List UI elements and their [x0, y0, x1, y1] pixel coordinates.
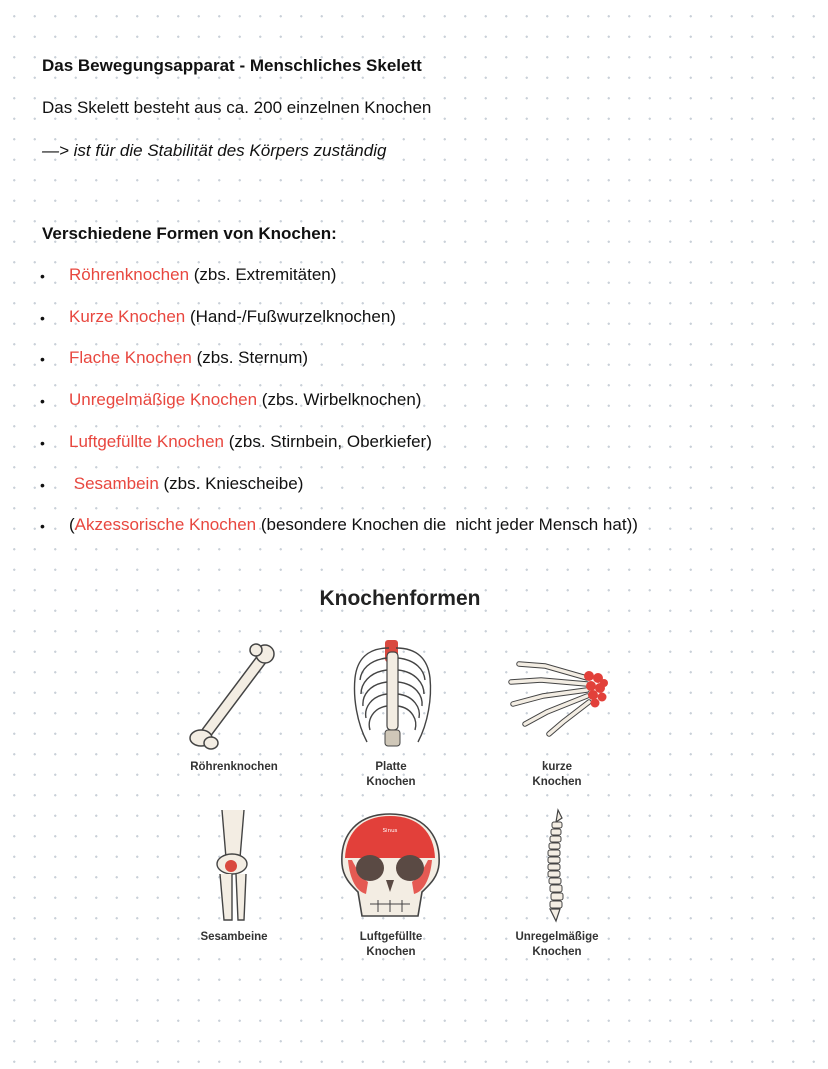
spine-illustration [540, 808, 570, 923]
bone-desc: (besondere Knochen die nicht jeder Mensch hat)) [256, 515, 638, 534]
list-item [69, 390, 421, 410]
bullet-icon: • [40, 393, 45, 409]
bullet-icon: • [40, 268, 45, 284]
caption-long-bone: Röhrenknochen [190, 761, 278, 773]
bullet-icon: • [40, 435, 45, 451]
knee-sesamoid-illustration [210, 808, 255, 923]
bone-name: Kurze Knochen [69, 307, 186, 326]
bullet-icon: • [40, 477, 45, 493]
caption-short-bone: kurze Knochen [532, 761, 582, 788]
list-item [69, 432, 432, 452]
bone-desc: (zbs. Kniescheibe) [158, 474, 304, 493]
caption-sesamoid: Sesambeine [200, 931, 268, 943]
bone-desc: (zbs. Wirbelknochen) [257, 390, 422, 409]
hand-bones-illustration [505, 658, 615, 738]
bone-name: Röhrenknochen [69, 265, 190, 284]
page-title: Das Bewegungsapparat - Menschliches Skelett [42, 56, 422, 75]
skull-illustration [338, 812, 443, 922]
bone-desc: (zbs. Extremitäten) [189, 265, 337, 284]
list-item [69, 307, 396, 327]
list-item [69, 348, 308, 368]
bone-name: Sesambein [73, 474, 159, 493]
list-item [69, 474, 303, 494]
long-bone-illustration [185, 640, 285, 755]
caption-flat-bone: Platte Knochen [366, 761, 416, 788]
caption-irregular: Unregelmäßige Knochen [515, 931, 599, 958]
bullet-icon: • [40, 351, 45, 367]
bone-desc: (zbs. Sternum) [191, 348, 309, 367]
bone-name: Flache Knochen [69, 348, 192, 367]
bone-name: Unregelmäßige Knochen [69, 390, 258, 409]
figure-title: Knochenformen [319, 587, 481, 610]
bone-desc: (Hand-/Fußwurzelknochen) [185, 307, 396, 326]
section-heading: Verschiedene Formen von Knochen: [42, 224, 337, 243]
skull-label: Sinus [382, 828, 398, 834]
bullet-icon: • [40, 310, 45, 326]
rib-cage-illustration [345, 638, 440, 753]
list-item: (Akzessorische Knochen (besondere Knochen die nicht jeder Mensch hat)) [69, 515, 638, 534]
caption-pneumatic: Luftgefüllte Knochen [359, 931, 423, 958]
list-item [69, 265, 336, 285]
bone-name: Akzessorische Knochen [74, 515, 257, 534]
bone-name: Luftgefüllte Knochen [69, 432, 225, 451]
note-text: —> ist für die Stabilität des Körpers zuständig [42, 141, 387, 160]
bullet-icon: • [40, 518, 45, 534]
bone-desc: (zbs. Stirnbein, Oberkiefer) [224, 432, 432, 451]
intro-text: Das Skelett besteht aus ca. 200 einzelnen Knochen [42, 98, 432, 117]
